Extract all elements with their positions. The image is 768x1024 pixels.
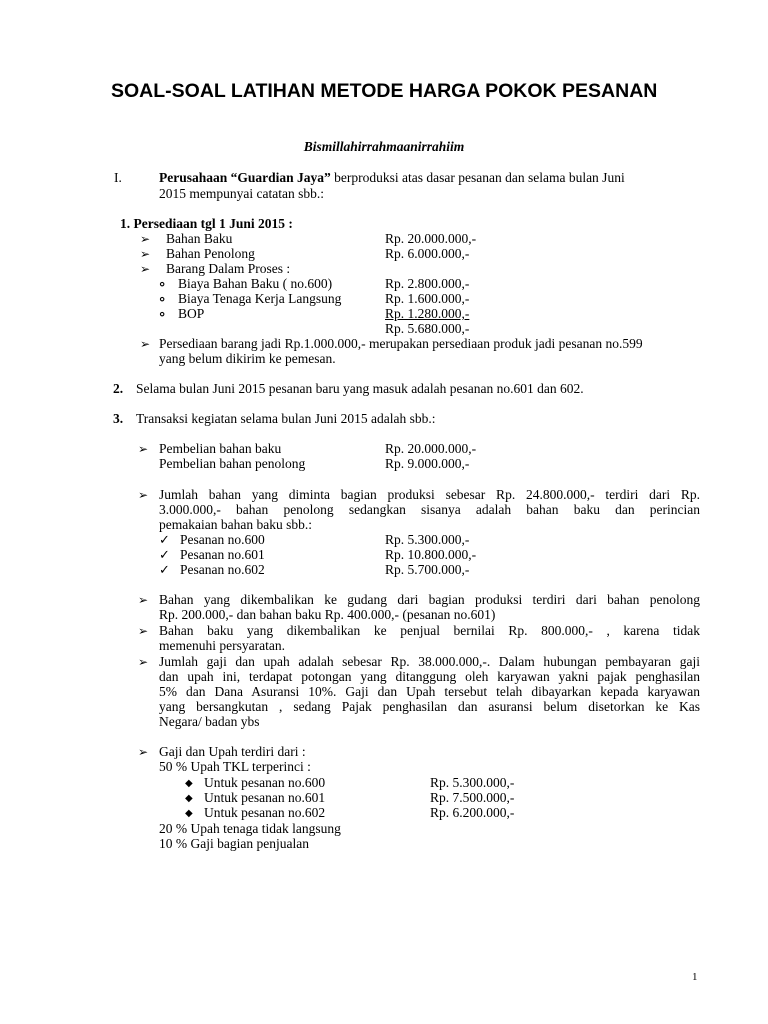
value-untuk-600: Rp. 5.300.000,- <box>430 775 515 790</box>
label-untuk-601: Untuk pesanan no.601 <box>204 790 326 805</box>
page-number: 1 <box>692 971 698 983</box>
returned-materials-line1: Bahan yang dikembalikan ke gudang dari bagian produksi terdiri dari bahan penolong <box>159 592 700 607</box>
material-request-line2: 3.000.000,- bahan penolong sedangkan sisanya adalah bahan baku dan perincian <box>159 502 700 517</box>
value-bahan-baku: Rp. 20.000.000,- <box>385 231 477 246</box>
indirect-labor: 20 % Upah tenaga tidak langsung <box>159 821 341 836</box>
diamond-bullet-icon: ◆ <box>185 793 193 804</box>
arrow-bullet-icon: ➢ <box>138 624 149 638</box>
company-name: Perusahaan “Guardian Jaya” <box>159 170 331 185</box>
arrow-bullet-icon: ➢ <box>140 232 151 246</box>
label-bop: BOP <box>178 306 205 321</box>
wages-line5: Negara/ badan ybs <box>159 714 260 729</box>
sub-bullet-icon: ⸰ <box>159 294 166 306</box>
arrow-bullet-icon: ➢ <box>140 262 151 276</box>
section-intro-line1: Perusahaan “Guardian Jaya” berproduksi atas dasar pesanan dan selama bulan Juni <box>159 170 625 185</box>
item-2-number: 2. <box>113 381 124 396</box>
item-3-number: 3. <box>113 411 124 426</box>
label-biaya-bahan-baku: Biaya Bahan Baku ( no.600) <box>178 276 333 291</box>
label-pembelian-bahan-penolong: Pembelian bahan penolong <box>159 456 306 471</box>
page-title: SOAL-SOAL LATIHAN METODE HARGA POKOK PESANAN <box>111 80 658 102</box>
label-pesanan-602: Pesanan no.602 <box>180 562 265 577</box>
arrow-bullet-icon: ➢ <box>138 442 149 456</box>
value-pembelian-bahan-penolong: Rp. 9.000.000,- <box>385 456 470 471</box>
wages-line4: yang bersangkutan , sedang Pajak penghasilan dan asuransi belum disetorkan ke Kas <box>159 699 700 714</box>
inventory-heading: 1. Persediaan tgl 1 Juni 2015 : <box>120 216 293 231</box>
label-biaya-tkl: Biaya Tenaga Kerja Langsung <box>178 291 342 306</box>
wages-line1: Jumlah gaji dan upah adalah sebesar Rp. 38.000.000,-. Dalam hubungan pembayaran gaji <box>159 654 700 669</box>
value-pembelian-bahan-baku: Rp. 20.000.000,- <box>385 441 477 456</box>
value-pesanan-602: Rp. 5.700.000,- <box>385 562 470 577</box>
diamond-bullet-icon: ◆ <box>185 778 193 789</box>
returned-materials-line2: Rp. 200.000,- dan bahan baku Rp. 400.000,- (pesanan no.601) <box>159 607 496 622</box>
item-3-text: Transaksi kegiatan selama bulan Juni 2015 adalah sbb.: <box>136 411 436 426</box>
returned-to-seller-line2: memenuhi persyaratan. <box>159 638 285 653</box>
material-request-line1: Jumlah bahan yang diminta bagian produksi sebesar Rp. 24.800.000,- terdiri dari Rp. <box>159 487 700 502</box>
value-bahan-penolong: Rp. 6.000.000,- <box>385 246 470 261</box>
check-icon: ✓ <box>159 562 170 577</box>
material-request-line3: pemakaian bahan baku sbb.: <box>159 517 312 532</box>
arrow-bullet-icon: ➢ <box>138 488 149 502</box>
wages-line2: dan upah ini, terdapat potongan yang ditanggung oleh karyawan yakni pajak penghasilan <box>159 669 700 684</box>
value-pesanan-601: Rp. 10.800.000,- <box>385 547 477 562</box>
sales-salary: 10 % Gaji bagian penjualan <box>159 836 309 851</box>
sub-bullet-icon: ⸰ <box>159 309 166 321</box>
label-pembelian-bahan-baku: Pembelian bahan baku <box>159 441 282 456</box>
sub-bullet-icon: ⸰ <box>159 279 166 291</box>
value-biaya-bahan-baku: Rp. 2.800.000,- <box>385 276 470 291</box>
label-pesanan-601: Pesanan no.601 <box>180 547 265 562</box>
label-untuk-600: Untuk pesanan no.600 <box>204 775 326 790</box>
tkl-heading: 50 % Upah TKL terperinci : <box>159 759 311 774</box>
label-pesanan-600: Pesanan no.600 <box>180 532 265 547</box>
finished-goods-line2: yang belum dikirim ke pemesan. <box>159 351 336 366</box>
arrow-bullet-icon: ➢ <box>138 593 149 607</box>
wages-line3: 5% dan Dana Asuransi 10%. Gaji dan Upah tersebut telah dibayarkan kepada karyawan <box>159 684 700 699</box>
value-untuk-602: Rp. 6.200.000,- <box>430 805 515 820</box>
value-pesanan-600: Rp. 5.300.000,- <box>385 532 470 547</box>
check-icon: ✓ <box>159 532 170 547</box>
arrow-bullet-icon: ➢ <box>138 655 149 669</box>
section-intro-line2: 2015 mempunyai catatan sbb.: <box>159 186 324 201</box>
value-bop: Rp. 1.280.000,- <box>385 306 470 321</box>
label-bahan-penolong: Bahan Penolong <box>166 246 255 261</box>
section-number: I. <box>114 170 122 185</box>
arrow-bullet-icon: ➢ <box>140 337 151 351</box>
diamond-bullet-icon: ◆ <box>185 808 193 819</box>
value-biaya-tkl: Rp. 1.600.000,- <box>385 291 470 306</box>
value-untuk-601: Rp. 7.500.000,- <box>430 790 515 805</box>
label-untuk-602: Untuk pesanan no.602 <box>204 805 326 820</box>
returned-to-seller-line1: Bahan baku yang dikembalikan ke penjual bernilai Rp. 800.000,- , karena tidak <box>159 623 700 638</box>
label-barang-dalam-proses: Barang Dalam Proses : <box>166 261 291 276</box>
subtitle: Bismillahirrahmaanirrahiim <box>303 139 465 154</box>
value-bdp-total: Rp. 5.680.000,- <box>385 321 470 336</box>
label-bahan-baku: Bahan Baku <box>166 231 233 246</box>
arrow-bullet-icon: ➢ <box>138 745 149 759</box>
check-icon: ✓ <box>159 547 170 562</box>
finished-goods-line1: Persediaan barang jadi Rp.1.000.000,- merupakan persediaan produk jadi pesanan no.599 <box>159 336 643 351</box>
item-2-text: Selama bulan Juni 2015 pesanan baru yang masuk adalah pesanan no.601 dan 602. <box>136 381 584 396</box>
wages-breakdown-heading: Gaji dan Upah terdiri dari : <box>159 744 306 759</box>
arrow-bullet-icon: ➢ <box>140 247 151 261</box>
